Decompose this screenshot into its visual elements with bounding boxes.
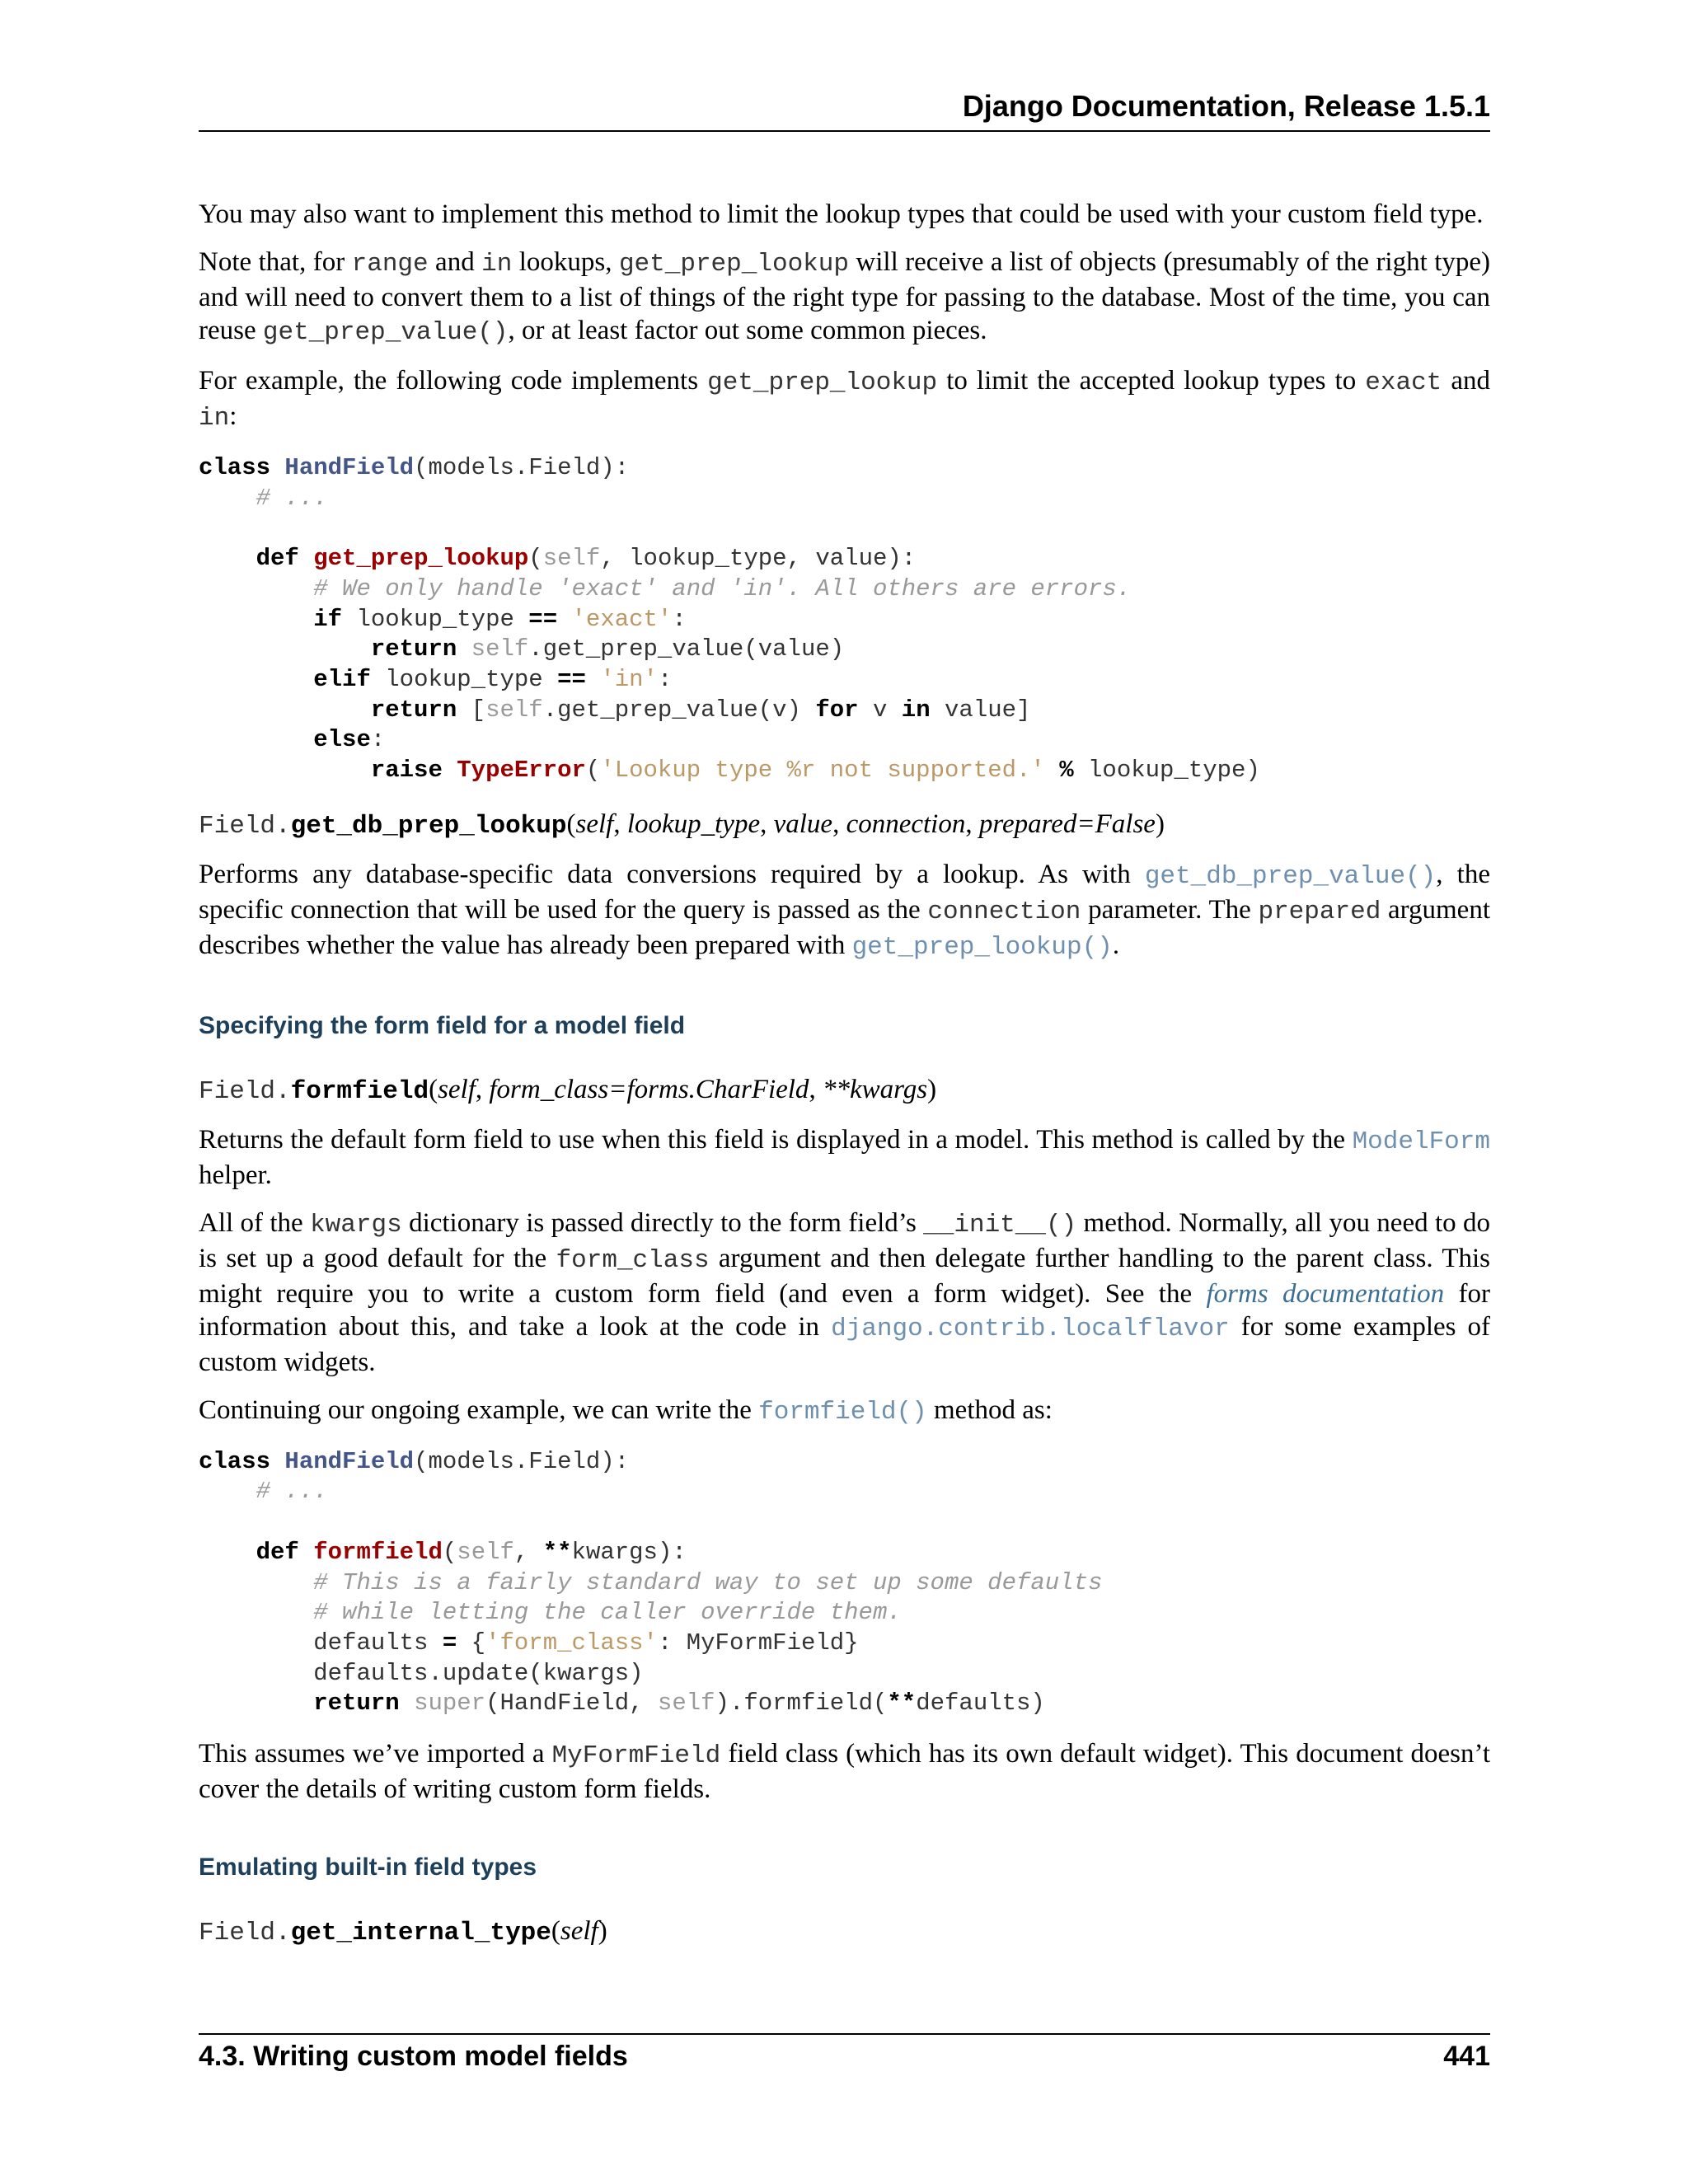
operator: ** <box>887 1690 917 1718</box>
code-text: (models.Field): <box>414 1447 630 1475</box>
param: self <box>560 1916 598 1947</box>
section-heading-form-field: Specifying the form field for a model field <box>199 1011 686 1039</box>
code-text: , <box>513 1538 543 1566</box>
keyword: def <box>256 1538 299 1566</box>
exception-name: TypeError <box>457 757 586 785</box>
code-text: .get_prep_value(v) <box>542 696 816 724</box>
text: for some examples of custom widgets. <box>199 1311 1490 1377</box>
xref-localflavor[interactable]: django.contrib.localflavor <box>831 1314 1230 1343</box>
text: lookups, <box>512 247 619 277</box>
text: dictionary is passed directly to the form field’s <box>401 1207 924 1238</box>
footer-page-number: 441 <box>1443 2041 1490 2072</box>
operator: ** <box>542 1538 572 1566</box>
code-text: (HandField, <box>485 1690 658 1718</box>
text: helper. <box>199 1160 272 1190</box>
signature-formfield: Field.formfield(self, form_class=forms.CharField, **kwargs) <box>199 1074 937 1106</box>
text: method. Normally, all you need to do is set up a good default for the <box>199 1207 1490 1273</box>
text: All of the <box>199 1207 311 1238</box>
code-text: .get_prep_value(value) <box>528 635 845 663</box>
code-text: , lookup_type, value): <box>600 545 917 573</box>
text: will receive a list of objects (presumably of the right type) and will need to convert them to a list of things of the right type for passing to the database. Most of the time, you can reuse <box>199 247 1490 345</box>
text: Note that, for <box>199 247 352 277</box>
builtin-self: self <box>657 1690 715 1718</box>
inline-code-get-prep-value: get_prep_value() <box>262 318 509 347</box>
signature-function: formfield <box>290 1076 429 1106</box>
code-text: [ <box>471 696 486 724</box>
xref-modelform[interactable]: ModelForm <box>1352 1127 1490 1156</box>
code-text: defaults) <box>916 1690 1045 1718</box>
keyword: class <box>199 454 271 481</box>
param: form_class=forms.CharField <box>489 1074 809 1104</box>
paragraph-formfield-returns <box>199 1123 1490 1192</box>
section-heading-builtin-types: Emulating built-in field types <box>199 1854 537 1882</box>
class-name: HandField <box>284 1447 415 1475</box>
paragraph-get-db-prep-lookup <box>199 858 1490 964</box>
signature-get-internal-type: Field.get_internal_type(self) <box>199 1916 607 1948</box>
code-text: lookup_type <box>342 605 529 633</box>
text: to limit the accepted lookup types to <box>937 366 1366 396</box>
paragraph-range-in-note <box>199 246 1490 349</box>
text: for information about this, and take a look at the code in <box>199 1278 1490 1342</box>
text: and <box>1442 366 1490 396</box>
code-comment: # ... <box>256 1478 328 1506</box>
keyword: elif <box>313 665 371 693</box>
code-text: lookup_type <box>370 665 558 693</box>
code-block-get-prep-lookup: class HandField(models.Field): # ... def get_prep_lookup(self, lookup_type, value): # We only handle 'exact' and 'in'. All others are errors. if lookup_type == 'exact': return self.get_prep_value(value) elif lookup_type == 'in': return [self.get_prep_value(v) for v in value] else: raise TypeError('Lookup type %r not supported.' % lookup_type) <box>199 454 1260 785</box>
code-text: ( <box>585 757 601 785</box>
string-literal: 'in' <box>600 665 658 693</box>
builtin-self: self <box>457 1538 514 1566</box>
code-comment: # We only handle 'exact' and 'in'. All others are errors. <box>313 574 1132 602</box>
string-literal: 'form_class' <box>485 1629 658 1657</box>
string-literal: 'Lookup type %r not supported.' <box>600 757 1045 785</box>
keyword: def <box>256 545 299 573</box>
text: argument and then delegate further handling to the parent class. This might require you to write a custom form field (and even a form widget). See the <box>199 1243 1490 1309</box>
footer-rule <box>199 2033 1490 2035</box>
signature-get-db-prep-lookup: Field.get_db_prep_lookup(self, lookup_type, value, connection, prepared=False) <box>199 808 1165 841</box>
function-name: formfield <box>313 1538 443 1566</box>
signature-class: Field. <box>199 1076 291 1106</box>
param: prepared=False <box>978 808 1156 839</box>
signature-class: Field. <box>199 1919 291 1948</box>
inline-code-connection: connection <box>927 897 1081 926</box>
code-text: { <box>457 1629 486 1657</box>
inline-code-prepared: prepared <box>1258 897 1381 926</box>
builtin-self: self <box>471 635 529 663</box>
code-text: lookup_type) <box>1073 757 1260 785</box>
keyword: class <box>199 1447 271 1475</box>
code-text: : <box>672 605 687 633</box>
text: method as: <box>926 1394 1053 1425</box>
code-comment: # This is a fairly standard way to set up some defaults <box>313 1568 1103 1596</box>
inline-code-get-prep-lookup: get_prep_lookup <box>707 368 938 397</box>
inline-code-exact: exact <box>1365 368 1442 397</box>
param: **kwargs <box>822 1074 928 1104</box>
keyword: raise <box>370 757 443 785</box>
function-name: get_prep_lookup <box>313 545 529 573</box>
param: self <box>575 808 614 839</box>
param: lookup_type <box>626 808 761 839</box>
header-rule <box>199 130 1490 132</box>
inline-code-init: __init__() <box>923 1210 1077 1240</box>
code-text: (models.Field): <box>414 454 630 481</box>
text: . <box>1112 930 1120 960</box>
code-text: defaults <box>313 1629 443 1657</box>
code-text: value] <box>930 696 1031 724</box>
string-literal: 'exact' <box>571 605 673 633</box>
code-text: : <box>657 665 673 693</box>
text: , or at least factor out some common pieces. <box>508 316 987 345</box>
operator: % <box>1059 757 1074 785</box>
code-text: : MyFormField} <box>657 1629 859 1657</box>
running-header: Django Documentation, Release 1.5.1 <box>962 89 1490 123</box>
builtin-self: self <box>542 545 601 573</box>
signature-function: get_internal_type <box>290 1919 551 1948</box>
inline-code-get-prep-lookup: get_prep_lookup <box>618 250 849 279</box>
inline-code-myformfield: MyFormField <box>551 1741 721 1771</box>
operator: = <box>442 1629 457 1657</box>
keyword: return <box>370 635 457 663</box>
inline-code-in: in <box>481 250 513 279</box>
text: parameter. The <box>1081 894 1259 925</box>
text: For example, the following code implements <box>199 366 708 396</box>
text: Performs any database-specific data conversions required by a lookup. As with <box>199 859 1145 889</box>
footer-section-title: 4.3. Writing custom model fields <box>199 2041 628 2072</box>
param: connection <box>846 808 966 839</box>
text: This assumes we’ve imported a <box>199 1739 552 1769</box>
signature-function: get_db_prep_lookup <box>290 811 567 841</box>
text: : <box>229 401 237 431</box>
builtin-super: super <box>414 1690 486 1718</box>
code-comment: # ... <box>256 484 328 512</box>
xref-get-prep-lookup[interactable]: get_prep_lookup() <box>851 932 1113 962</box>
text: field class (which has its own default widget). This document doesn’t cover the details of writing custom form fields. <box>199 1739 1491 1805</box>
keyword: if <box>313 605 343 633</box>
paragraph-continuing-example <box>199 1394 1490 1429</box>
keyword: else <box>313 726 371 754</box>
keyword: return <box>313 1690 400 1718</box>
main-content <box>199 198 1490 1965</box>
signature-class: Field. <box>199 811 291 841</box>
code-text: defaults.update(kwargs) <box>313 1659 644 1687</box>
code-block-formfield: class HandField(models.Field): # ... def formfield(self, **kwargs): # This is a fairly standard way to set up some defaults # while letting the caller override them. defaults = {'form_class': MyFormField} defaults.update(kwargs) return super(HandField, self).formfield(**defaults) <box>199 1447 1103 1718</box>
inline-code-in: in <box>199 404 230 433</box>
text: Continuing our ongoing example, we can write the <box>199 1394 759 1425</box>
keyword: for <box>815 696 859 724</box>
code-text: kwargs): <box>571 1538 687 1566</box>
param: value <box>773 808 833 839</box>
code-text: : <box>370 726 386 754</box>
param: self <box>438 1074 476 1104</box>
builtin-self: self <box>485 696 543 724</box>
code-text: ).formfield( <box>715 1690 888 1718</box>
operator: == <box>557 665 586 693</box>
xref-formfield[interactable]: formfield() <box>758 1397 927 1427</box>
class-name: HandField <box>284 454 415 481</box>
code-comment: # while letting the caller override them. <box>313 1599 902 1627</box>
text: Returns the default form field to use when this field is displayed in a model. This method is called by the <box>199 1124 1353 1155</box>
xref-get-db-prep-value[interactable]: get_db_prep_value() <box>1144 861 1437 891</box>
code-text: v <box>858 696 902 724</box>
keyword: in <box>901 696 931 724</box>
inline-code-kwargs: kwargs <box>310 1210 402 1240</box>
paragraph-example-intro <box>199 364 1490 435</box>
text: , the specific connection that will be used for the query is passed as the <box>199 859 1490 925</box>
inline-code-range: range <box>351 250 429 279</box>
paragraph-myformfield <box>199 1737 1490 1806</box>
keyword: return <box>370 696 457 724</box>
text: and <box>428 247 482 277</box>
inline-code-form-class: form_class <box>556 1245 710 1275</box>
paragraph-kwargs <box>199 1207 1490 1379</box>
paragraph-lookup-limit: You may also want to implement this method to limit the lookup types that could be used with your custom field type. <box>199 199 1484 229</box>
operator: == <box>528 605 558 633</box>
link-forms-documentation[interactable]: forms documentation <box>1206 1278 1445 1309</box>
text: argument describes whether the value has already been prepared with <box>199 894 1490 960</box>
